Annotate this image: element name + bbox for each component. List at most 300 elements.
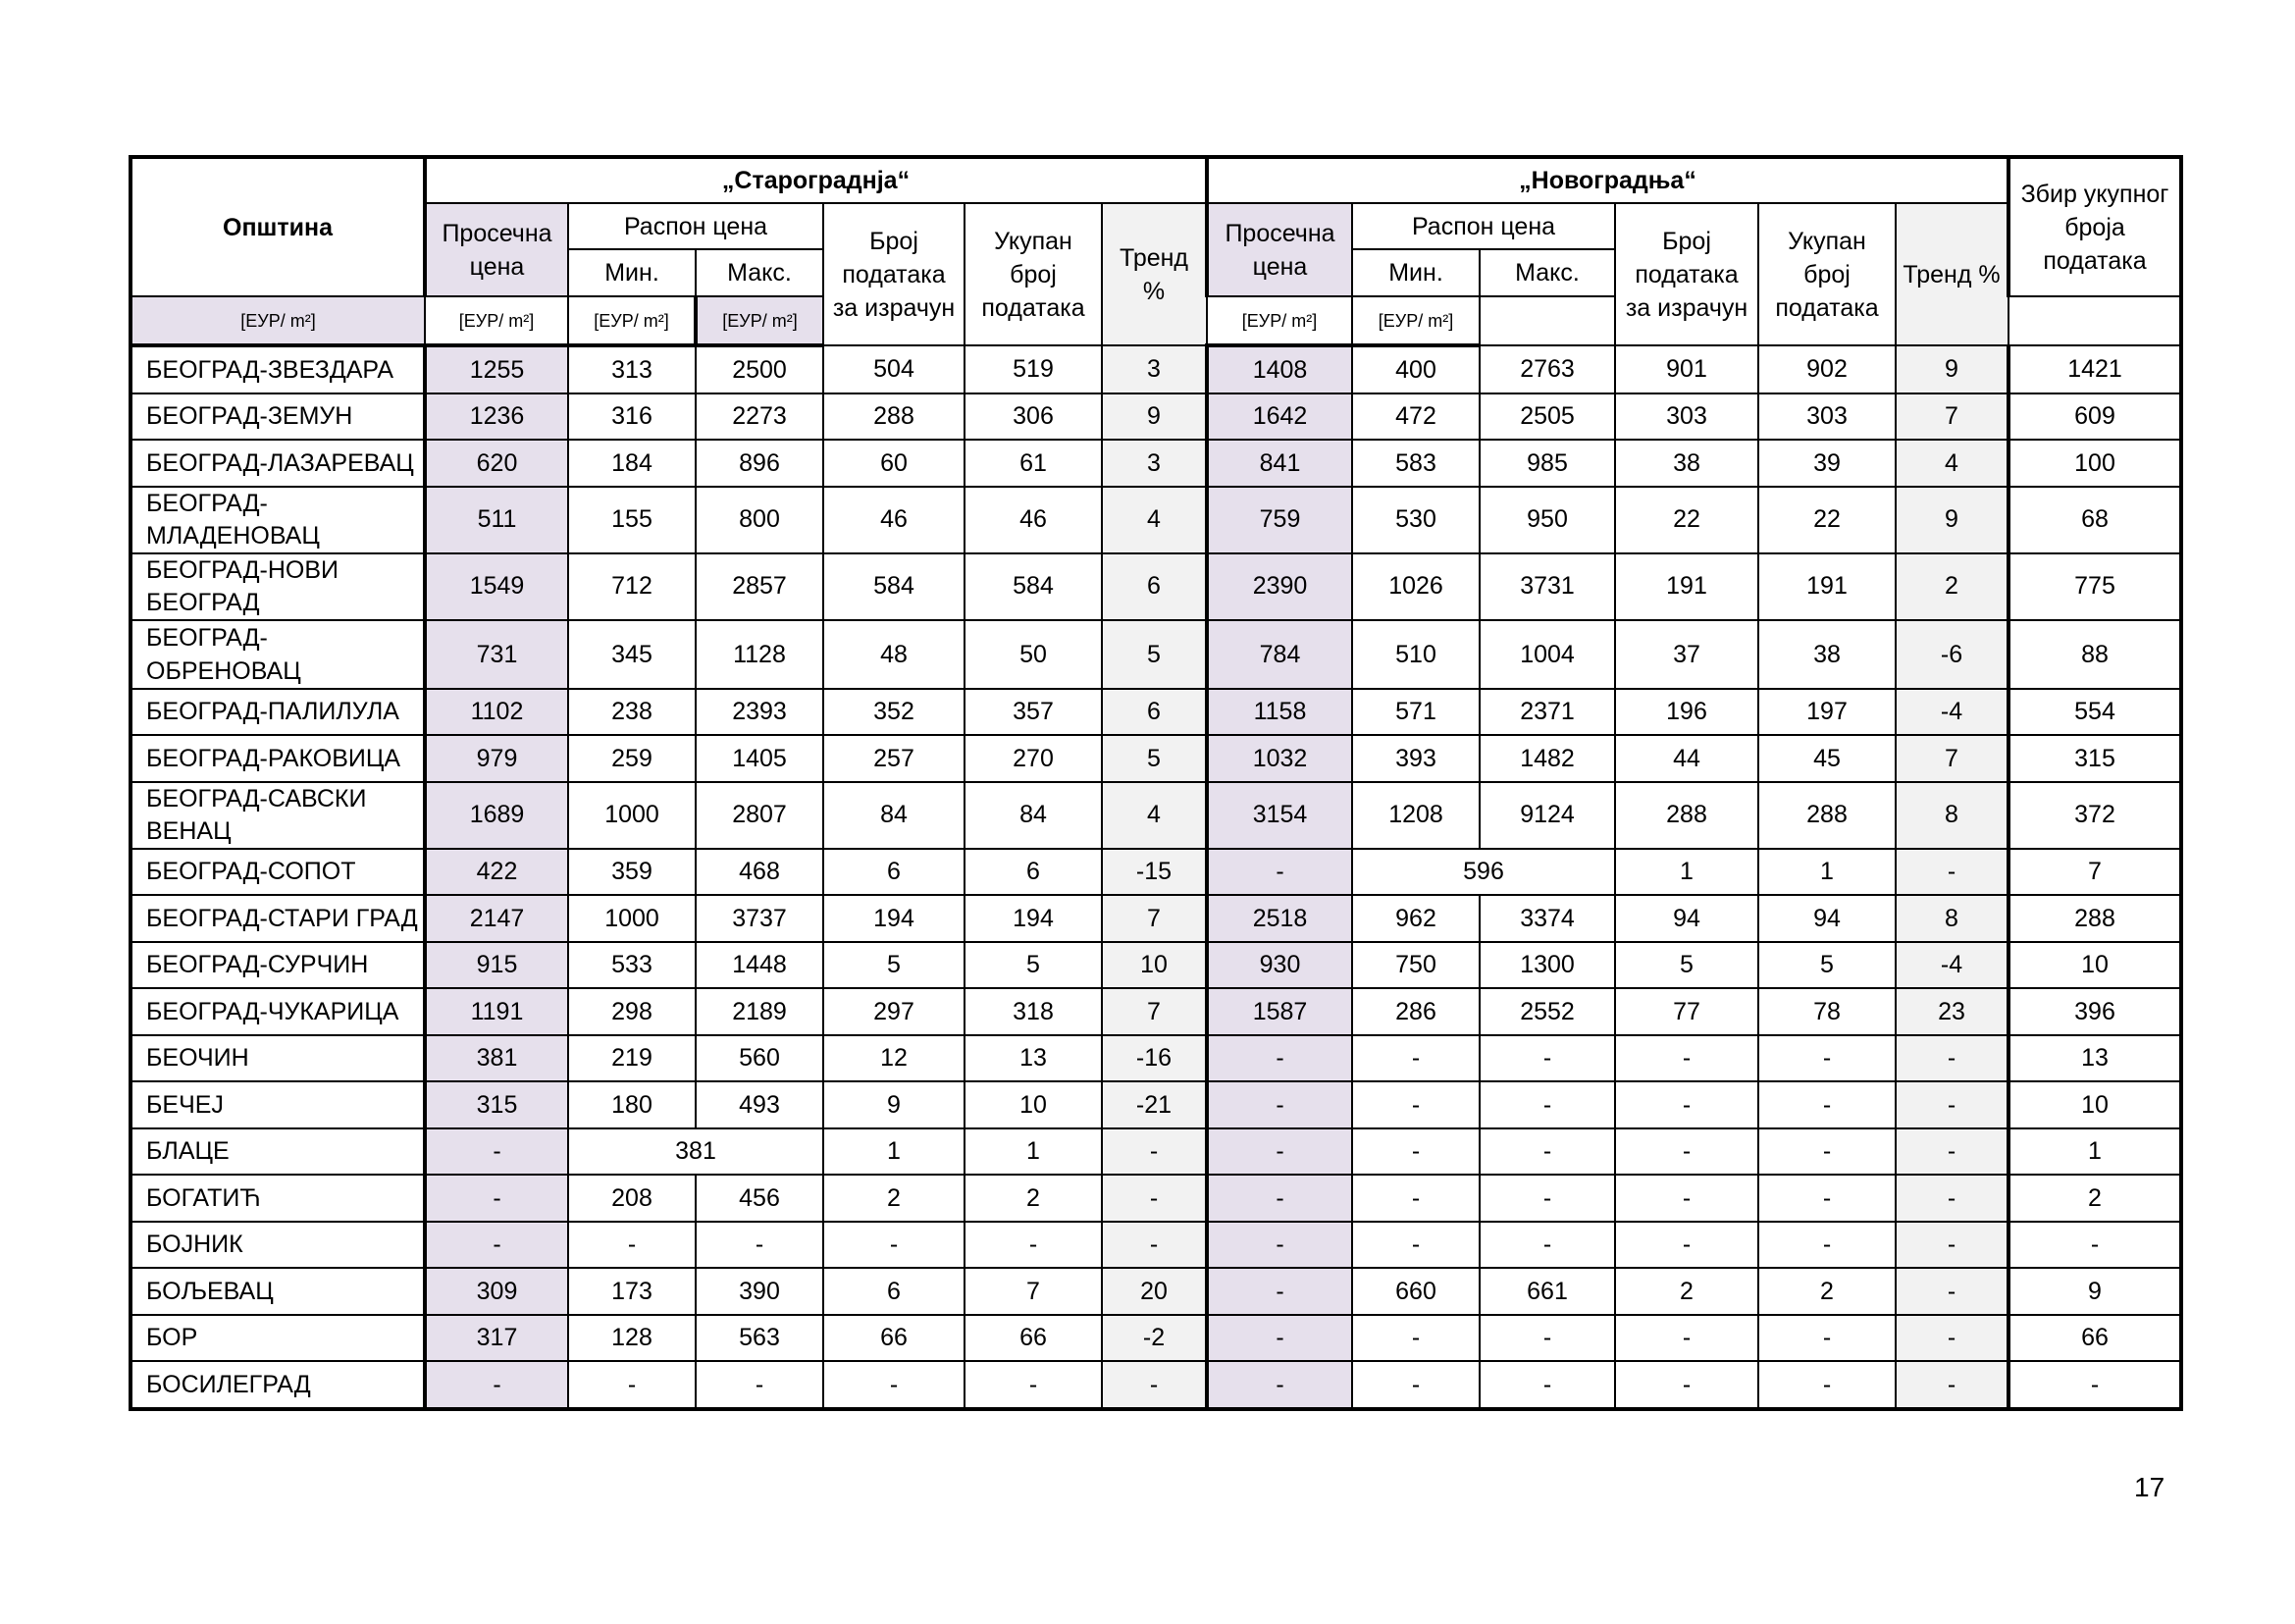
table-body <box>130 345 2181 1409</box>
new-total-count-cell: 78 <box>1758 988 1896 1035</box>
new-max-cell: - <box>1480 1222 1615 1269</box>
new-avg-cell: 1032 <box>1207 735 1352 782</box>
table-row <box>130 1081 2181 1128</box>
new-avg-cell: 841 <box>1207 440 1352 487</box>
old-min-cell: 1000 <box>568 782 696 849</box>
new-min-cell: 1026 <box>1352 553 1480 620</box>
old-avg-cell: - <box>425 1222 568 1269</box>
table-row <box>130 689 2181 736</box>
new-trend-cell: -4 <box>1896 689 2008 736</box>
old-min-cell: 345 <box>568 620 696 689</box>
municipality-cell: БОСИЛЕГРАД <box>130 1361 425 1409</box>
header-new-price-range: Распон цена <box>1352 203 1615 249</box>
new-total-count-cell: 94 <box>1758 895 1896 942</box>
old-trend-cell: 20 <box>1102 1268 1207 1315</box>
municipality-cell: БЕОГРАД-ПАЛИЛУЛА <box>130 689 425 736</box>
header-new-min: Мин. <box>1352 249 1480 296</box>
old-count-calc-cell: - <box>823 1361 965 1409</box>
new-avg-cell: 1587 <box>1207 988 1352 1035</box>
price-table <box>129 155 2183 1411</box>
new-total-count-cell: 288 <box>1758 782 1896 849</box>
old-total-count-cell: 66 <box>965 1315 1102 1362</box>
old-max-cell: 2500 <box>696 345 823 393</box>
header-new-count-calc: Број података за израчун <box>1615 203 1758 345</box>
municipality-cell: БЕОГРАД-РАКОВИЦА <box>130 735 425 782</box>
old-min-cell: 208 <box>568 1175 696 1222</box>
new-count-calc-cell: 196 <box>1615 689 1758 736</box>
new-trend-cell: - <box>1896 1315 2008 1362</box>
new-trend-cell: - <box>1896 1081 2008 1128</box>
new-total-count-cell: - <box>1758 1361 1896 1409</box>
new-min-cell: 393 <box>1352 735 1480 782</box>
new-avg-cell: 3154 <box>1207 782 1352 849</box>
new-count-calc-cell: - <box>1615 1035 1758 1082</box>
sum-total-cell: 66 <box>2008 1315 2181 1362</box>
new-avg-cell: 784 <box>1207 620 1352 689</box>
header-new-trend: Тренд % <box>1896 203 2008 345</box>
new-avg-cell: - <box>1207 1175 1352 1222</box>
old-avg-cell: 422 <box>425 849 568 896</box>
old-trend-cell: 9 <box>1102 393 1207 441</box>
new-count-calc-cell: 5 <box>1615 942 1758 989</box>
municipality-cell: БЕОЧИН <box>130 1035 425 1082</box>
new-trend-cell: - <box>1896 1268 2008 1315</box>
municipality-cell: БЕОГРАД-СУРЧИН <box>130 942 425 989</box>
new-max-cell: 950 <box>1480 487 1615 553</box>
old-count-calc-cell: 66 <box>823 1315 965 1362</box>
old-trend-cell: 6 <box>1102 553 1207 620</box>
old-count-calc-cell: 1 <box>823 1128 965 1176</box>
old-count-calc-cell: 504 <box>823 345 965 393</box>
old-avg-cell: - <box>425 1175 568 1222</box>
new-trend-cell: 2 <box>1896 553 2008 620</box>
table-row <box>130 487 2181 553</box>
old-min-cell: 316 <box>568 393 696 441</box>
new-min-cell: 750 <box>1352 942 1480 989</box>
municipality-cell: БЕОГРАД-ЛАЗАРЕВАЦ <box>130 440 425 487</box>
new-total-count-cell: 1 <box>1758 849 1896 896</box>
municipality-cell: БЕОГРАД-СТАРИ ГРАД <box>130 895 425 942</box>
municipality-cell: БОЉЕВАЦ <box>130 1268 425 1315</box>
sum-total-cell: 609 <box>2008 393 2181 441</box>
old-avg-cell: 309 <box>425 1268 568 1315</box>
new-trend-cell: 9 <box>1896 345 2008 393</box>
new-max-cell: 2763 <box>1480 345 1615 393</box>
old-min-cell: 298 <box>568 988 696 1035</box>
new-min-cell: 962 <box>1352 895 1480 942</box>
header-old-avg-unit: [ЕУР/ m²] <box>130 296 425 345</box>
old-total-count-cell: 318 <box>965 988 1102 1035</box>
new-avg-cell: 1642 <box>1207 393 1352 441</box>
new-avg-cell: 759 <box>1207 487 1352 553</box>
old-count-calc-cell: 48 <box>823 620 965 689</box>
old-min-cell: 180 <box>568 1081 696 1128</box>
page-number: 17 <box>2134 1472 2165 1502</box>
old-max-cell: 2857 <box>696 553 823 620</box>
old-total-count-cell: 519 <box>965 345 1102 393</box>
old-trend-cell: 6 <box>1102 689 1207 736</box>
old-trend-cell: 5 <box>1102 620 1207 689</box>
old-avg-cell: 620 <box>425 440 568 487</box>
old-trend-cell: - <box>1102 1361 1207 1409</box>
table-row <box>130 393 2181 441</box>
new-trend-cell: 4 <box>1896 440 2008 487</box>
new-max-cell: - <box>1480 1315 1615 1362</box>
new-min-cell: 472 <box>1352 393 1480 441</box>
new-min-cell: 530 <box>1352 487 1480 553</box>
new-total-count-cell: 902 <box>1758 345 1896 393</box>
new-min-cell: - <box>1352 1222 1480 1269</box>
old-min-cell: 128 <box>568 1315 696 1362</box>
new-count-calc-cell: - <box>1615 1081 1758 1128</box>
new-max-cell: 3731 <box>1480 553 1615 620</box>
old-trend-cell: - <box>1102 1128 1207 1176</box>
new-trend-cell: 8 <box>1896 895 2008 942</box>
new-max-cell: 661 <box>1480 1268 1615 1315</box>
new-count-calc-cell: 303 <box>1615 393 1758 441</box>
new-min-cell: - <box>1352 1081 1480 1128</box>
old-total-count-cell: 46 <box>965 487 1102 553</box>
old-min-cell: - <box>568 1361 696 1409</box>
old-total-count-cell: 194 <box>965 895 1102 942</box>
new-avg-cell: - <box>1207 1035 1352 1082</box>
old-avg-cell: 2147 <box>425 895 568 942</box>
new-min-cell: 583 <box>1352 440 1480 487</box>
old-max-cell: - <box>696 1222 823 1269</box>
new-count-calc-cell: 38 <box>1615 440 1758 487</box>
old-avg-cell: 915 <box>425 942 568 989</box>
new-count-calc-cell: 44 <box>1615 735 1758 782</box>
header-new-min-unit: [ЕУР/ m²] <box>1207 296 1352 345</box>
new-max-cell: - <box>1480 1361 1615 1409</box>
new-max-cell: 2371 <box>1480 689 1615 736</box>
new-max-cell: 2505 <box>1480 393 1615 441</box>
table-row <box>130 849 2181 896</box>
old-total-count-cell: 84 <box>965 782 1102 849</box>
new-trend-cell: 7 <box>1896 735 2008 782</box>
new-total-count-cell: 303 <box>1758 393 1896 441</box>
new-max-cell: - <box>1480 1035 1615 1082</box>
sum-total-cell: 13 <box>2008 1035 2181 1082</box>
table-row <box>130 620 2181 689</box>
new-min-cell: 571 <box>1352 689 1480 736</box>
old-range-cell: 381 <box>568 1128 823 1176</box>
old-count-calc-cell: 2 <box>823 1175 965 1222</box>
new-count-calc-cell: - <box>1615 1315 1758 1362</box>
old-max-cell: 1405 <box>696 735 823 782</box>
old-trend-cell: 7 <box>1102 895 1207 942</box>
old-trend-cell: 4 <box>1102 487 1207 553</box>
old-total-count-cell: 5 <box>965 942 1102 989</box>
old-trend-cell: -15 <box>1102 849 1207 896</box>
municipality-cell: БЕОГРАД-ОБРЕНОВАЦ <box>130 620 425 689</box>
old-min-cell: 155 <box>568 487 696 553</box>
new-trend-cell: -4 <box>1896 942 2008 989</box>
sum-total-cell: 396 <box>2008 988 2181 1035</box>
header-new-max: Макс. <box>1480 249 1615 296</box>
header-old-total-count: Укупан број података <box>965 203 1102 345</box>
new-total-count-cell: 197 <box>1758 689 1896 736</box>
sum-total-cell: 10 <box>2008 942 2181 989</box>
old-total-count-cell: 2 <box>965 1175 1102 1222</box>
new-count-calc-cell: 1 <box>1615 849 1758 896</box>
new-max-cell: - <box>1480 1081 1615 1128</box>
old-max-cell: 1448 <box>696 942 823 989</box>
sum-total-cell: 554 <box>2008 689 2181 736</box>
sum-total-cell: 10 <box>2008 1081 2181 1128</box>
old-avg-cell: 1549 <box>425 553 568 620</box>
new-avg-cell: - <box>1207 1128 1352 1176</box>
old-max-cell: 3737 <box>696 895 823 942</box>
old-max-cell: 2189 <box>696 988 823 1035</box>
new-range-cell: 596 <box>1352 849 1615 896</box>
table-row <box>130 1035 2181 1082</box>
old-trend-cell: 5 <box>1102 735 1207 782</box>
new-count-calc-cell: 94 <box>1615 895 1758 942</box>
sum-total-cell: 372 <box>2008 782 2181 849</box>
old-trend-cell: 3 <box>1102 345 1207 393</box>
new-avg-cell: 1158 <box>1207 689 1352 736</box>
sum-total-cell: 88 <box>2008 620 2181 689</box>
old-min-cell: 712 <box>568 553 696 620</box>
table-row <box>130 735 2181 782</box>
header-new-max-unit: [ЕУР/ m²] <box>1352 296 1480 345</box>
new-min-cell: 400 <box>1352 345 1480 393</box>
sum-total-cell: 288 <box>2008 895 2181 942</box>
municipality-cell: БЕОГРАД-МЛАДЕНОВАЦ <box>130 487 425 553</box>
new-count-calc-cell: - <box>1615 1361 1758 1409</box>
table-row <box>130 1361 2181 1409</box>
table-row <box>130 1222 2181 1269</box>
sum-total-cell: 775 <box>2008 553 2181 620</box>
new-trend-cell: - <box>1896 1128 2008 1176</box>
sum-total-cell: 100 <box>2008 440 2181 487</box>
header-sum-total: Збир укупног броја података <box>2008 157 2181 296</box>
old-avg-cell: 381 <box>425 1035 568 1082</box>
old-min-cell: 313 <box>568 345 696 393</box>
new-count-calc-cell: 22 <box>1615 487 1758 553</box>
sum-total-cell: 1 <box>2008 1128 2181 1176</box>
old-min-cell: 533 <box>568 942 696 989</box>
old-avg-cell: 511 <box>425 487 568 553</box>
municipality-cell: БЕОГРАД-ЗВЕЗДАРА <box>130 345 425 393</box>
table-header <box>130 157 2181 345</box>
new-trend-cell: - <box>1896 1361 2008 1409</box>
old-total-count-cell: 10 <box>965 1081 1102 1128</box>
municipality-cell: БЕОГРАД-САВСКИ ВЕНАЦ <box>130 782 425 849</box>
new-count-calc-cell: 2 <box>1615 1268 1758 1315</box>
new-total-count-cell: - <box>1758 1315 1896 1362</box>
new-total-count-cell: - <box>1758 1128 1896 1176</box>
new-avg-cell: 2518 <box>1207 895 1352 942</box>
new-count-calc-cell: - <box>1615 1175 1758 1222</box>
table-row <box>130 1128 2181 1176</box>
sum-total-cell: - <box>2008 1222 2181 1269</box>
old-count-calc-cell: 297 <box>823 988 965 1035</box>
header-old-price-range: Распон цена <box>568 203 823 249</box>
municipality-cell: БЛАЦЕ <box>130 1128 425 1176</box>
table-row <box>130 440 2181 487</box>
old-avg-cell: 1191 <box>425 988 568 1035</box>
old-count-calc-cell: 194 <box>823 895 965 942</box>
sum-total-cell: 9 <box>2008 1268 2181 1315</box>
municipality-cell: БЕОГРАД-ЧУКАРИЦА <box>130 988 425 1035</box>
header-old-avg-price: Просечна цена <box>425 203 568 296</box>
municipality-cell: БЕОГРАД-ЗЕМУН <box>130 393 425 441</box>
old-max-cell: 456 <box>696 1175 823 1222</box>
new-total-count-cell: - <box>1758 1035 1896 1082</box>
old-count-calc-cell: 584 <box>823 553 965 620</box>
old-count-calc-cell: 257 <box>823 735 965 782</box>
new-count-calc-cell: - <box>1615 1128 1758 1176</box>
old-count-calc-cell: 46 <box>823 487 965 553</box>
sum-total-cell: 68 <box>2008 487 2181 553</box>
old-count-calc-cell: 352 <box>823 689 965 736</box>
old-total-count-cell: 13 <box>965 1035 1102 1082</box>
new-avg-cell: 2390 <box>1207 553 1352 620</box>
table-row <box>130 553 2181 620</box>
sum-total-cell: 7 <box>2008 849 2181 896</box>
new-trend-cell: 7 <box>1896 393 2008 441</box>
old-total-count-cell: 306 <box>965 393 1102 441</box>
old-count-calc-cell: 288 <box>823 393 965 441</box>
old-avg-cell: 1236 <box>425 393 568 441</box>
municipality-cell: БОЈНИК <box>130 1222 425 1269</box>
old-min-cell: 219 <box>568 1035 696 1082</box>
new-avg-cell: 1408 <box>1207 345 1352 393</box>
table-row <box>130 1175 2181 1222</box>
old-trend-cell: -2 <box>1102 1315 1207 1362</box>
new-trend-cell: 23 <box>1896 988 2008 1035</box>
old-count-calc-cell: 9 <box>823 1081 965 1128</box>
old-max-cell: 2273 <box>696 393 823 441</box>
table-row <box>130 895 2181 942</box>
header-old-min-unit: [ЕУР/ m²] <box>425 296 568 345</box>
old-max-cell: 800 <box>696 487 823 553</box>
new-total-count-cell: 2 <box>1758 1268 1896 1315</box>
old-count-calc-cell: 5 <box>823 942 965 989</box>
old-avg-cell: - <box>425 1361 568 1409</box>
old-total-count-cell: 7 <box>965 1268 1102 1315</box>
old-min-cell: 259 <box>568 735 696 782</box>
old-min-cell: - <box>568 1222 696 1269</box>
new-avg-cell: - <box>1207 1081 1352 1128</box>
old-trend-cell: 4 <box>1102 782 1207 849</box>
old-count-calc-cell: 6 <box>823 849 965 896</box>
new-min-cell: - <box>1352 1035 1480 1082</box>
new-avg-cell: - <box>1207 1222 1352 1269</box>
new-count-calc-cell: 901 <box>1615 345 1758 393</box>
municipality-cell: БОГАТИЋ <box>130 1175 425 1222</box>
new-avg-cell: 930 <box>1207 942 1352 989</box>
old-min-cell: 238 <box>568 689 696 736</box>
old-count-calc-cell: 12 <box>823 1035 965 1082</box>
new-min-cell: 660 <box>1352 1268 1480 1315</box>
new-trend-cell: - <box>1896 849 2008 896</box>
new-count-calc-cell: - <box>1615 1222 1758 1269</box>
old-trend-cell: - <box>1102 1175 1207 1222</box>
header-new-avg-price: Просечна цена <box>1207 203 1352 296</box>
old-max-cell: - <box>696 1361 823 1409</box>
old-total-count-cell: 1 <box>965 1128 1102 1176</box>
new-avg-cell: - <box>1207 849 1352 896</box>
old-min-cell: 1000 <box>568 895 696 942</box>
old-total-count-cell: 61 <box>965 440 1102 487</box>
new-total-count-cell: 45 <box>1758 735 1896 782</box>
new-count-calc-cell: 37 <box>1615 620 1758 689</box>
old-total-count-cell: - <box>965 1361 1102 1409</box>
new-count-calc-cell: 288 <box>1615 782 1758 849</box>
new-max-cell: 985 <box>1480 440 1615 487</box>
header-municipality: Општина <box>130 157 425 296</box>
new-min-cell: - <box>1352 1315 1480 1362</box>
old-total-count-cell: 270 <box>965 735 1102 782</box>
old-count-calc-cell: 84 <box>823 782 965 849</box>
new-trend-cell: - <box>1896 1175 2008 1222</box>
old-total-count-cell: 6 <box>965 849 1102 896</box>
old-count-calc-cell: 60 <box>823 440 965 487</box>
old-max-cell: 390 <box>696 1268 823 1315</box>
table-row <box>130 988 2181 1035</box>
old-trend-cell: -21 <box>1102 1081 1207 1128</box>
new-max-cell: 3374 <box>1480 895 1615 942</box>
municipality-cell: БЕОГРАД-СОПОТ <box>130 849 425 896</box>
old-avg-cell: 979 <box>425 735 568 782</box>
old-max-cell: 560 <box>696 1035 823 1082</box>
old-max-cell: 468 <box>696 849 823 896</box>
municipality-cell: БЕЧЕЈ <box>130 1081 425 1128</box>
old-min-cell: 173 <box>568 1268 696 1315</box>
header-old-max: Макс. <box>696 249 823 296</box>
new-min-cell: - <box>1352 1128 1480 1176</box>
table-row <box>130 782 2181 849</box>
old-avg-cell: 731 <box>425 620 568 689</box>
old-total-count-cell: 357 <box>965 689 1102 736</box>
new-avg-cell: - <box>1207 1315 1352 1362</box>
old-avg-cell: 1255 <box>425 345 568 393</box>
new-trend-cell: 9 <box>1896 487 2008 553</box>
header-group-old: „Старограднја“ <box>425 157 1207 203</box>
old-avg-cell: 1689 <box>425 782 568 849</box>
header-group-new: „Новоградња“ <box>1207 157 2008 203</box>
new-avg-cell: - <box>1207 1361 1352 1409</box>
new-total-count-cell: - <box>1758 1175 1896 1222</box>
old-count-calc-cell: 6 <box>823 1268 965 1315</box>
new-max-cell: 9124 <box>1480 782 1615 849</box>
header-old-min: Мин. <box>568 249 696 296</box>
old-total-count-cell: - <box>965 1222 1102 1269</box>
old-max-cell: 2807 <box>696 782 823 849</box>
new-max-cell: 2552 <box>1480 988 1615 1035</box>
table-row <box>130 1315 2181 1362</box>
new-min-cell: - <box>1352 1361 1480 1409</box>
new-total-count-cell: - <box>1758 1222 1896 1269</box>
new-min-cell: 1208 <box>1352 782 1480 849</box>
new-avg-cell: - <box>1207 1268 1352 1315</box>
new-total-count-cell: 22 <box>1758 487 1896 553</box>
old-avg-cell: 315 <box>425 1081 568 1128</box>
new-total-count-cell: - <box>1758 1081 1896 1128</box>
table-row <box>130 1268 2181 1315</box>
old-avg-cell: 317 <box>425 1315 568 1362</box>
new-trend-cell: - <box>1896 1035 2008 1082</box>
old-max-cell: 2393 <box>696 689 823 736</box>
table-row <box>130 345 2181 393</box>
new-trend-cell: 8 <box>1896 782 2008 849</box>
old-trend-cell: 7 <box>1102 988 1207 1035</box>
old-trend-cell: -16 <box>1102 1035 1207 1082</box>
new-trend-cell: -6 <box>1896 620 2008 689</box>
